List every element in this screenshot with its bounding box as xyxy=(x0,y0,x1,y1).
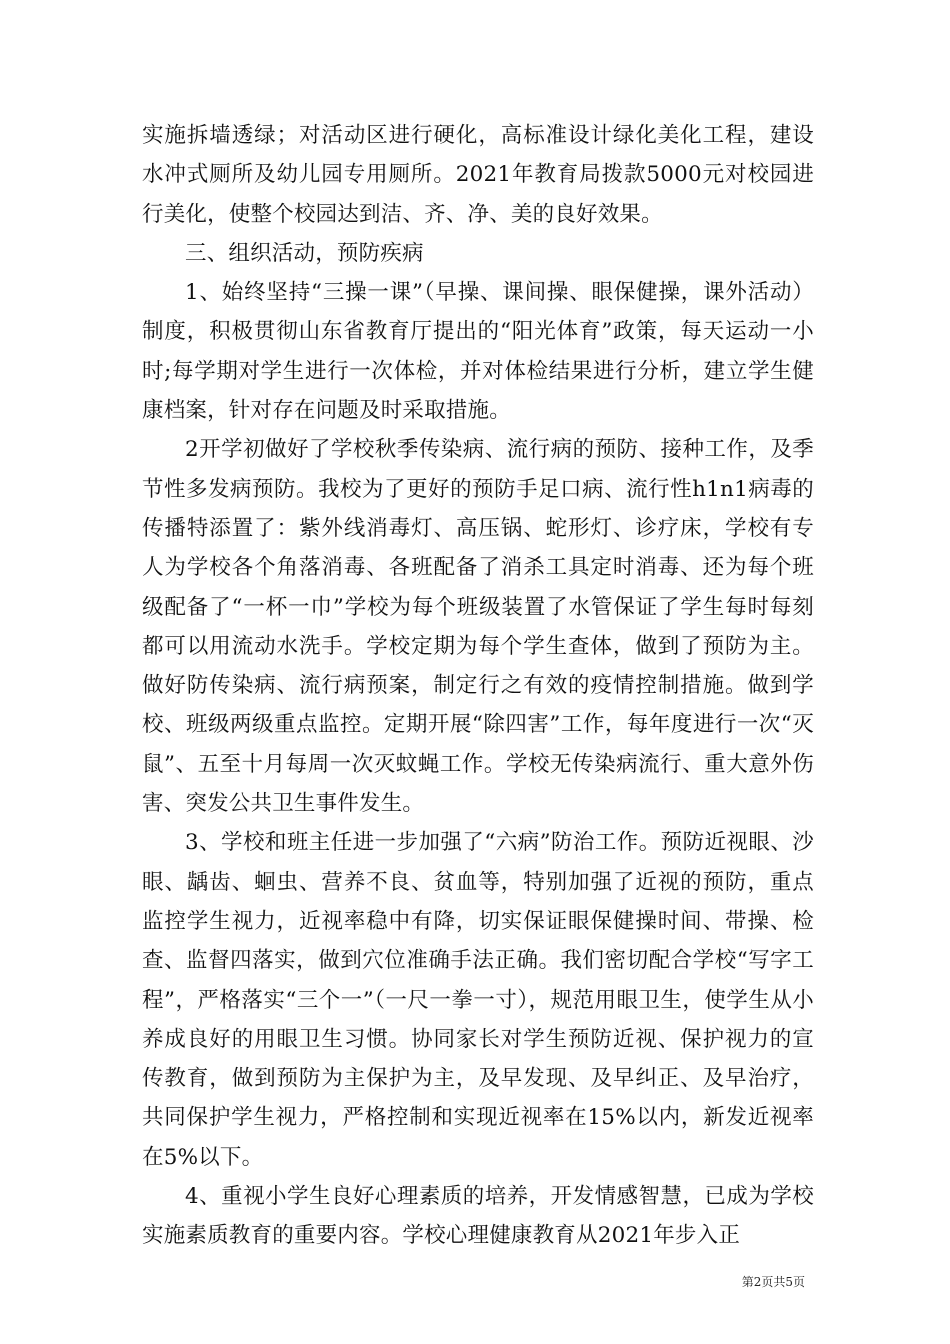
section-heading-disease-prevention: 三、组织活动，预防疾病 xyxy=(185,240,424,266)
paragraph-campus-greening: 实施拆墙透绿；对活动区进行硬化，高标准设计绿化美化工程，建设水冲式厕所及幼儿园专用厕所。2021年教育局拨款5000元对校园进行美化，使整个校园达到洁、齐、净、美的良好效果。 xyxy=(142,123,814,227)
document-body xyxy=(142,116,814,1256)
page-number: 第2页共5页 xyxy=(741,1275,805,1289)
paragraph-infectious-disease: 2开学初做好了学校秋季传染病、流行病的预防、接种工作，及季节性多发病预防。我校为了更好的预防手足口病、流行性h1n1病毒的传播特添置了：紫外线消毒灯、高压锅、蛇形灯、诊疗床，学校有专人为学校各个角落消毒、各班配备了消杀工具定时消毒、还为每个班级配备了“一杯一巾”学校为每个班级装置了水管保证了学生每时每刻都可以用流动水洗手。学校定期为每个学生查体，做到了预防为主。做好防传染病、流行病预案，制定行之有效的疫情控制措施。做到学校、班级两级重点监控。定期开展“除四害”工作，每年度进行一次“灭鼠”、五至十月每周一次灭蚊蝇工作。学校无传染病流行、重大意外伤害、突发公共卫生事件发生。 xyxy=(142,437,814,817)
paragraph-six-diseases: 3、学校和班主任进一步加强了“六病”防治工作。预防近视眼、沙眼、龋齿、蛔虫、营养不良、贫血等，特别加强了近视的预防，重点监控学生视力，近视率稳中有降，切实保证眼保健操时间、带操、检查、监督四落实，做到穴位准确手法正确。我们密切配合学校“写字工程”，严格落实“三个一”（一尺一拳一寸），规范用眼卫生，使学生从小养成良好的用眼卫生习惯。协同家长对学生预防近视、保护视力的宣传教育，做到预防为主保护为主，及早发现、及早纠正、及早治疗，共同保护学生视力，严格控制和实现近视率在15%以内，新发近视率在5%以下。 xyxy=(142,830,814,1170)
paragraph-mental-health: 4、重视小学生良好心理素质的培养，开发情感智慧，已成为学校实施素质教育的重要内容。学校心理健康教育从2021年步入正 xyxy=(142,1184,814,1249)
paragraph-exercise-checkup: 1、始终坚持“三操一课”（早操、课间操、眼保健操，课外活动）制度，积极贯彻山东省教育厅提出的“阳光体育”政策，每天运动一小时;每学期对学生进行一次体检，并对体检结果进行分析，建立学生健康档案，针对存在问题及时采取措施。 xyxy=(142,280,814,424)
